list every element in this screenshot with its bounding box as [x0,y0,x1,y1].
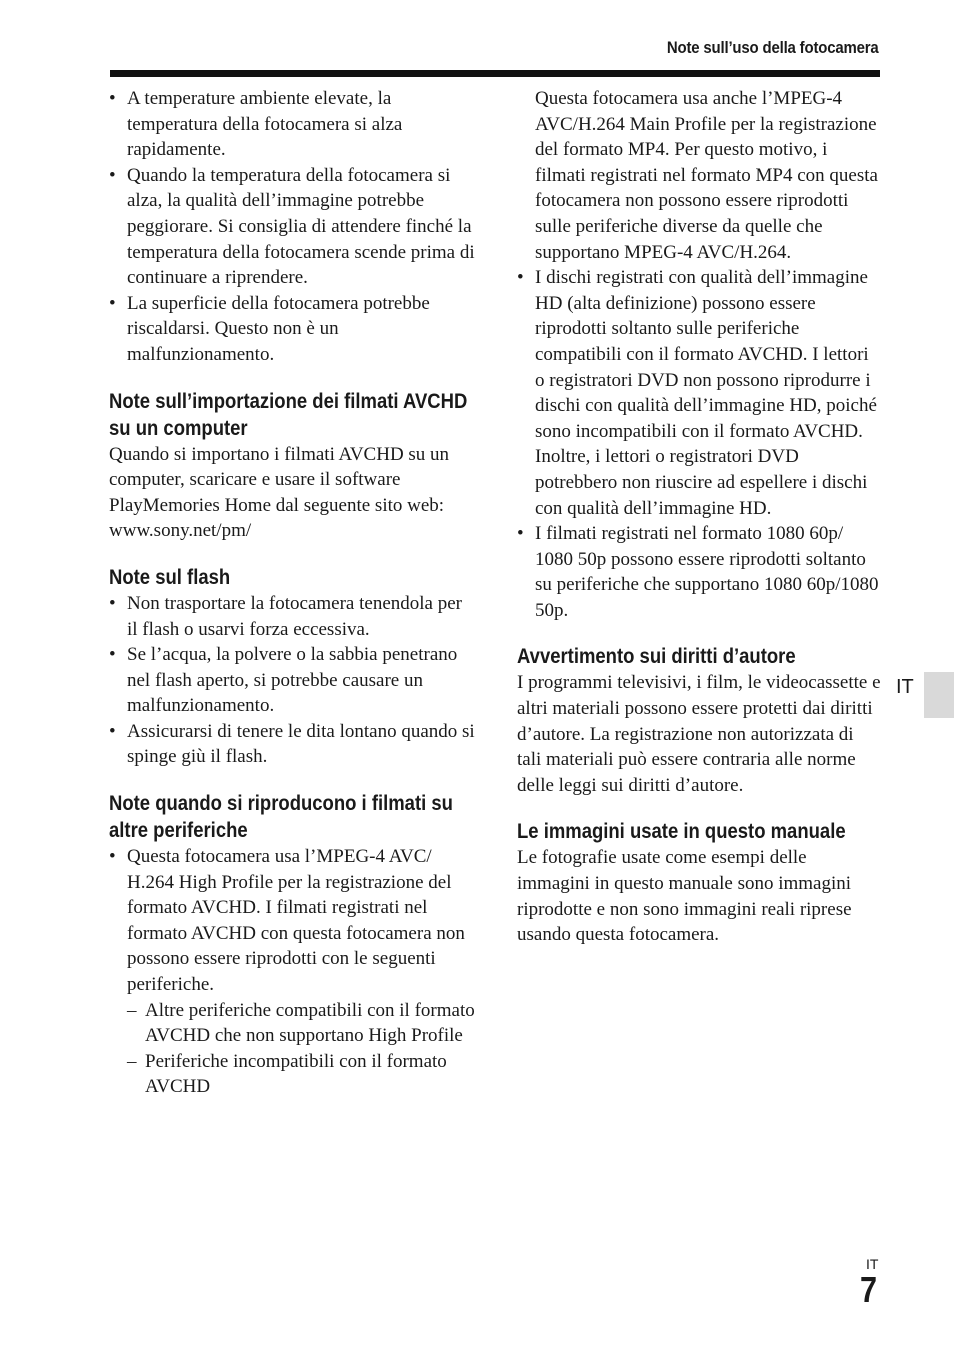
images-paragraph: Le fotografie usate come esempi delle immagini in questo manuale sono immagini riprodotte e non sono immagini reali riprese usando questa fotocamera. [517,847,852,946]
section-heading-import: Note sull’importazione dei filmati AVCHD su un computer [109,389,468,440]
section-heading-copyright: Avvertimento sui diritti d’autore [517,645,796,669]
footer-language: IT [866,1256,879,1272]
language-tab-label: IT [896,676,914,698]
heat-bullet-list [109,86,477,368]
playback-bullet-list-continued [517,265,882,623]
list-item: • Assicurarsi di tenere le dita lontano quando si spinge giù il flash. [109,719,477,770]
language-side-tab [924,672,954,718]
flash-bullet-list [109,591,477,770]
header-rule [110,70,880,77]
right-column [517,86,882,948]
list-item: • I filmati registrati nel formato 1080 60p/ 1080 50p possono essere riprodotti soltanto su periferiche che supportano 1080 60p/1080 50p. [517,521,882,623]
list-item: • Non trasportare la fotocamera tenendola per il flash o usarvi forza eccessiva. [109,591,477,642]
left-column [109,86,477,1100]
import-paragraph: Quando si importano i filmati AVCHD su un computer, scaricare e usare il software PlayMemories Home dal seguente sito web: [109,443,450,516]
list-item [109,844,477,1100]
import-url: www.sony.net/pm/ [109,520,252,542]
list-item: • Se l’acqua, la polvere o la sabbia penetrano nel flash aperto, si potrebbe causare un malfunzionamento. [109,642,477,719]
playback-bullet-text: Questa fotocamera usa l’MPEG-4 AVC/ H.264 High Profile per la registrazione del formato AVCHD. I filmati registrati nel formato AVCHD con questa fotocamera non possono essere riprodotti con le seguenti periferiche. [127,846,465,996]
page-number: 7 [860,1269,878,1310]
section-heading-flash: Note sul flash [109,565,231,589]
playback-dash-list [127,998,477,1100]
playback-bullet-list [109,844,477,1100]
continued-paragraph: Questa fotocamera usa anche l’MPEG-4 AVC/H.264 Main Profile per la registrazione del formato MP4. Per questo motivo, i filmati registrati nel formato MP4 con questa fotocamera non possono essere riprodotti sulle periferiche diverse da quelle che supportano MPEG-4 AVC/H.264. [535,88,878,263]
list-item: • A temperature ambiente elevate, la temperatura della fotocamera si alza rapidamente. [109,86,477,163]
copyright-paragraph: I programmi televisivi, i film, le videocassette e altri materiali possono essere protetti dai diritti d’autore. La registrazione non autorizzata di tali materiali può essere contraria alle norme delle leggi sui diritti d’autore. [517,672,881,796]
list-item: • La superficie della fotocamera potrebbe riscaldarsi. Questo non è un malfunzionamento. [109,291,477,368]
section-heading-playback: Note quando si riproducono i filmati su altre periferiche [109,792,453,843]
list-item: • Quando la temperatura della fotocamera si alza, la qualità dell’immagine potrebbe peggiorare. Si consiglia di attendere finché la temperatura della fotocamera scende prima di continuare a riprendere. [109,163,477,291]
dash-item: – Altre periferiche compatibili con il formato AVCHD che non supportano High Profile [127,998,477,1049]
page-header-title: Note sull’uso della fotocamera [667,38,879,57]
section-heading-images: Le immagini usate in questo manuale [517,820,846,844]
list-item: • I dischi registrati con qualità dell’immagine HD (alta definizione) possono essere riprodotti soltanto sulle periferiche compatibili con il formato AVCHD. I lettori o registratori DVD non possono riprodurre i dischi con qualità dell’immagine HD, poiché sono incompatibili con il formato AVCHD. Inoltre, i lettori o registratori DVD potrebbero non riuscire ad espellere i dischi con qualità dell’immagine HD. [517,265,882,521]
dash-item: – Periferiche incompatibili con il formato AVCHD [127,1049,477,1100]
